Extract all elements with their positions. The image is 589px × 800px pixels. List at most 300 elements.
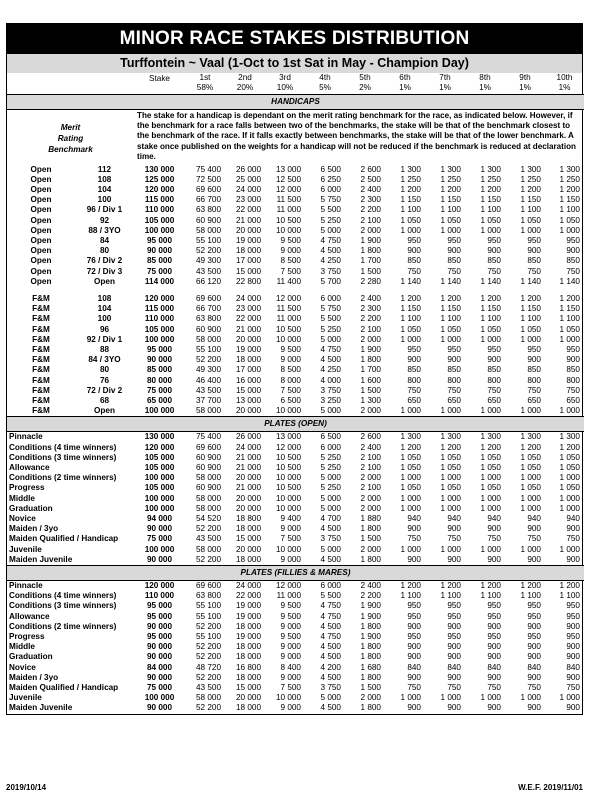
merit-rating: 84 xyxy=(99,235,110,245)
place-amount: 4 500 xyxy=(320,524,341,534)
place-amount: 1 300 xyxy=(520,432,541,442)
place-amount: 1 000 xyxy=(400,693,421,703)
place-amount: 900 xyxy=(487,246,501,256)
place-amount: 20 000 xyxy=(235,473,261,483)
place-amount: 10 500 xyxy=(275,463,301,473)
place-amount: 22 000 xyxy=(235,205,261,215)
merit-label-line: Benchmark xyxy=(48,144,93,154)
merit-rating: Open xyxy=(94,276,115,286)
place-amount: 63 800 xyxy=(195,205,221,215)
place-amount: 10 500 xyxy=(275,324,301,334)
race-category: Open xyxy=(30,174,52,184)
merit-rating: 72 / Div 3 xyxy=(86,266,123,276)
place-amount: 2 600 xyxy=(360,164,381,174)
place-amount: 1 000 xyxy=(440,544,461,554)
place-amount: 900 xyxy=(566,642,580,652)
place-amount: 1 000 xyxy=(440,693,461,703)
plate-row xyxy=(7,524,584,534)
place-amount: 1 000 xyxy=(480,693,501,703)
handicap-row xyxy=(7,236,584,246)
place-amount: 950 xyxy=(566,611,580,621)
place-amount: 4 000 xyxy=(320,375,341,385)
place-amount: 950 xyxy=(487,632,501,642)
place-amount: 2 400 xyxy=(360,184,381,194)
race-type: Conditions (4 time winners) xyxy=(9,442,117,452)
place-amount: 15 000 xyxy=(235,534,261,544)
place-amount: 900 xyxy=(407,246,421,256)
stake-value: 100 000 xyxy=(144,503,175,513)
place-amount: 1 500 xyxy=(360,266,381,276)
place-amount: 1 150 xyxy=(520,304,541,314)
place-amount: 1 050 xyxy=(520,215,541,225)
place-amount: 24 000 xyxy=(235,581,261,591)
place-amount: 1 050 xyxy=(440,463,461,473)
place-amount: 950 xyxy=(487,344,501,354)
place-amount: 43 500 xyxy=(195,683,221,693)
place-amount: 24 000 xyxy=(235,442,261,452)
place-amount: 1 100 xyxy=(440,314,461,324)
place-amount: 49 300 xyxy=(195,256,221,266)
place-amount: 1 000 xyxy=(440,503,461,513)
place-amount: 1 250 xyxy=(520,174,541,184)
place-amount: 1 600 xyxy=(360,375,381,385)
place-amount: 2 000 xyxy=(360,503,381,513)
place-amount: 3 750 xyxy=(320,266,341,276)
place-amount: 58 000 xyxy=(195,493,221,503)
place-amount: 2 200 xyxy=(360,591,381,601)
place-amount: 6 500 xyxy=(320,432,341,442)
place-amount: 4 500 xyxy=(320,246,341,256)
stake-value: 75 000 xyxy=(146,683,173,693)
place-position: 3rd xyxy=(279,73,291,83)
place-amount: 1 300 xyxy=(480,164,501,174)
place-amount: 1 300 xyxy=(400,164,421,174)
place-amount: 21 000 xyxy=(235,483,261,493)
merit-rating: 76 / Div 2 xyxy=(86,256,123,266)
stake-value: 65 000 xyxy=(146,396,173,405)
place-amount: 18 000 xyxy=(235,355,261,365)
place-amount: 900 xyxy=(527,672,541,682)
place-amount: 950 xyxy=(566,601,580,611)
place-amount: 4 200 xyxy=(320,662,341,672)
place-amount: 52 200 xyxy=(195,652,221,662)
place-amount: 9 000 xyxy=(280,246,301,256)
race-type: Maiden Juvenile xyxy=(9,554,73,564)
place-amount: 22 000 xyxy=(235,591,261,601)
place-amount: 900 xyxy=(447,621,461,631)
place-amount: 10 000 xyxy=(275,493,301,503)
place-position: 10th xyxy=(556,73,573,83)
place-amount: 1 150 xyxy=(559,195,580,205)
place-amount: 1 050 xyxy=(440,324,461,334)
place-amount: 1 200 xyxy=(520,581,541,591)
place-amount: 66 700 xyxy=(195,195,221,205)
place-amount: 1 250 xyxy=(400,174,421,184)
place-amount: 1 000 xyxy=(480,406,501,416)
place-amount: 1 000 xyxy=(480,334,501,344)
race-type: Juvenile xyxy=(9,693,42,703)
plate-row xyxy=(7,642,584,652)
place-amount: 12 000 xyxy=(275,293,301,303)
handicap-row xyxy=(7,335,584,345)
plate-row xyxy=(7,453,584,463)
place-amount: 1 100 xyxy=(440,591,461,601)
place-amount: 950 xyxy=(447,632,461,642)
place-amount: 750 xyxy=(566,683,580,693)
place-amount: 750 xyxy=(407,385,421,395)
place-amount: 2 500 xyxy=(360,174,381,184)
place-amount: 840 xyxy=(566,662,580,672)
place-amount: 850 xyxy=(407,256,421,266)
stake-value: 105 000 xyxy=(144,463,175,473)
place-amount: 9 400 xyxy=(280,514,301,524)
place-amount: 900 xyxy=(527,621,541,631)
place-amount: 12 000 xyxy=(275,581,301,591)
place-amount: 1 100 xyxy=(520,591,541,601)
place-amount: 840 xyxy=(407,662,421,672)
merit-rating: 84 / 3YO xyxy=(88,355,121,365)
place-amount: 1 300 xyxy=(480,432,501,442)
place-amount: 1 050 xyxy=(559,463,580,473)
place-amount: 900 xyxy=(566,652,580,662)
stake-value: 95 000 xyxy=(146,344,173,354)
place-amount: 1 140 xyxy=(480,276,501,286)
race-category: F&M xyxy=(32,365,50,375)
place-amount: 9 000 xyxy=(280,621,301,631)
place-amount: 1 000 xyxy=(440,473,461,483)
merit-label-line: Merit xyxy=(60,122,81,132)
merit-rating: 108 xyxy=(97,174,112,184)
place-amount: 9 500 xyxy=(280,601,301,611)
stake-value: 90 000 xyxy=(146,672,173,682)
section-heading: PLATES (OPEN) xyxy=(7,417,584,432)
place-amount: 850 xyxy=(566,256,580,266)
race-type: Maiden / 3yo xyxy=(9,672,59,682)
place-amount: 1 050 xyxy=(440,452,461,462)
place-amount: 5 250 xyxy=(320,483,341,493)
place-amount: 750 xyxy=(407,683,421,693)
place-amount: 1 050 xyxy=(480,324,501,334)
place-amount: 1 700 xyxy=(360,365,381,375)
place-amount: 650 xyxy=(527,396,541,405)
place-position: 4th xyxy=(319,73,331,83)
place-amount: 650 xyxy=(487,396,501,405)
stake-value: 90 000 xyxy=(146,246,173,256)
stake-value: 130 000 xyxy=(144,164,175,174)
place-amount: 1 100 xyxy=(520,205,541,215)
place-amount: 750 xyxy=(487,385,501,395)
handicap-row xyxy=(7,246,584,256)
place-amount: 9 000 xyxy=(280,524,301,534)
place-amount: 46 400 xyxy=(195,375,221,385)
merit-rating: Open xyxy=(94,406,115,416)
place-amount: 850 xyxy=(487,256,501,266)
place-amount: 19 000 xyxy=(235,611,261,621)
handicap-row xyxy=(7,376,584,386)
place-amount: 1 000 xyxy=(480,225,501,235)
place-amount: 12 500 xyxy=(275,174,301,184)
place-amount: 18 000 xyxy=(235,672,261,682)
place-position: 9th xyxy=(519,73,531,83)
place-amount: 3 750 xyxy=(320,534,341,544)
place-amount: 1 150 xyxy=(559,304,580,314)
plate-row xyxy=(7,601,584,611)
place-amount: 1 100 xyxy=(400,591,421,601)
place-amount: 22 800 xyxy=(235,276,261,286)
place-amount: 1 900 xyxy=(360,344,381,354)
merit-rating: 68 xyxy=(99,396,110,405)
place-amount: 4 750 xyxy=(320,601,341,611)
place-amount: 1 200 xyxy=(520,442,541,452)
place-amount: 3 250 xyxy=(320,396,341,405)
place-amount: 750 xyxy=(487,534,501,544)
place-amount: 4 750 xyxy=(320,632,341,642)
race-type: Middle xyxy=(9,642,35,652)
place-amount: 1 300 xyxy=(440,164,461,174)
place-amount: 950 xyxy=(527,601,541,611)
place-amount: 24 000 xyxy=(235,293,261,303)
stake-value: 90 000 xyxy=(146,355,173,365)
place-amount: 1 300 xyxy=(440,432,461,442)
place-amount: 43 500 xyxy=(195,266,221,276)
place-amount: 16 000 xyxy=(235,375,261,385)
place-amount: 1 200 xyxy=(440,581,461,591)
place-amount: 900 xyxy=(527,652,541,662)
stake-value: 105 000 xyxy=(144,452,175,462)
merit-rating: 100 xyxy=(97,314,112,324)
place-amount: 10 500 xyxy=(275,215,301,225)
place-amount: 1 800 xyxy=(360,621,381,631)
place-amount: 52 200 xyxy=(195,703,221,713)
place-amount: 750 xyxy=(527,385,541,395)
place-amount: 19 000 xyxy=(235,632,261,642)
section-heading: HANDICAPS xyxy=(7,94,584,109)
stake-value: 95 000 xyxy=(146,235,173,245)
place-amount: 11 400 xyxy=(276,276,301,286)
place-amount: 900 xyxy=(487,621,501,631)
place-amount: 950 xyxy=(447,344,461,354)
place-amount: 1 000 xyxy=(559,473,580,483)
merit-rating: 92 / Div 1 xyxy=(86,334,123,344)
merit-rating: 104 xyxy=(97,184,112,194)
place-amount: 2 100 xyxy=(360,215,381,225)
handicap-row xyxy=(7,256,584,266)
place-amount: 52 200 xyxy=(195,246,221,256)
merit-rating: 100 xyxy=(97,195,112,205)
place-amount: 750 xyxy=(407,534,421,544)
place-amount: 58 000 xyxy=(195,544,221,554)
place-amount: 2 300 xyxy=(360,195,381,205)
place-amount: 43 500 xyxy=(195,385,221,395)
place-amount: 950 xyxy=(566,344,580,354)
place-amount: 1 140 xyxy=(400,276,421,286)
plate-row xyxy=(7,473,584,483)
race-category: F&M xyxy=(32,344,50,354)
place-amount: 900 xyxy=(566,355,580,365)
place-amount: 1 150 xyxy=(400,195,421,205)
place-amount: 15 000 xyxy=(235,683,261,693)
place-amount: 75 400 xyxy=(195,432,221,442)
merit-rating: 96 xyxy=(99,324,110,334)
place-amount: 940 xyxy=(566,514,580,524)
place-amount: 900 xyxy=(527,642,541,652)
place-amount: 900 xyxy=(447,703,461,713)
stake-value: 90 000 xyxy=(146,621,173,631)
handicap-row xyxy=(7,325,584,335)
place-amount: 950 xyxy=(447,235,461,245)
place-amount: 750 xyxy=(527,683,541,693)
place-amount: 8 400 xyxy=(280,662,301,672)
place-amount: 4 750 xyxy=(320,235,341,245)
place-amount: 1 140 xyxy=(440,276,461,286)
place-amount: 900 xyxy=(487,524,501,534)
place-amount: 18 000 xyxy=(235,652,261,662)
race-type: Progress xyxy=(9,483,45,493)
plate-row xyxy=(7,555,584,566)
section-heading-row xyxy=(7,566,584,581)
place-amount: 900 xyxy=(527,355,541,365)
place-amount: 950 xyxy=(527,235,541,245)
place-amount: 55 100 xyxy=(195,601,221,611)
place-amount: 17 000 xyxy=(235,256,261,266)
handicap-stake-note: The stake for a handicap is dependant on the merit rating benchmark for the race, as indicated below. However, if the benchmark for a race falls between two of the benchmarks, the stake will be that of the benchmark closest to the benchmark of the race. If it falls exactly between benchmarks, the stake will be that of the lower benchmark. A stake once published on the weights for a handicap will not be reduced if the benchmark is reduced at declaration time. xyxy=(137,110,576,162)
place-amount: 1 200 xyxy=(400,293,421,303)
handicap-row xyxy=(7,226,584,236)
place-amount: 2 100 xyxy=(360,483,381,493)
handicap-row xyxy=(7,175,584,185)
place-amount: 21 000 xyxy=(235,463,261,473)
place-amount: 1 200 xyxy=(520,184,541,194)
place-amount: 10 000 xyxy=(275,693,301,703)
place-amount: 21 000 xyxy=(235,215,261,225)
place-amount: 800 xyxy=(566,375,580,385)
place-amount: 63 800 xyxy=(195,314,221,324)
place-amount: 1 800 xyxy=(360,642,381,652)
race-type: Conditions (3 time winners) xyxy=(9,452,117,462)
spacer-row xyxy=(7,287,584,294)
stake-value: 100 000 xyxy=(144,693,175,703)
race-category: Open xyxy=(30,256,52,266)
place-amount: 1 800 xyxy=(360,524,381,534)
place-amount: 1 000 xyxy=(559,493,580,503)
race-category: F&M xyxy=(32,324,50,334)
place-amount: 4 500 xyxy=(320,621,341,631)
place-amount: 900 xyxy=(527,703,541,713)
place-amount: 1 050 xyxy=(559,483,580,493)
stake-value: 100 000 xyxy=(144,544,175,554)
place-amount: 750 xyxy=(447,683,461,693)
place-amount: 22 000 xyxy=(235,314,261,324)
stake-value: 80 000 xyxy=(146,375,173,385)
document-title: MINOR RACE STAKES DISTRIBUTION xyxy=(6,23,583,54)
stake-value: 110 000 xyxy=(144,314,175,324)
place-amount: 750 xyxy=(566,534,580,544)
place-amount: 4 700 xyxy=(320,514,341,524)
stake-value: 75 000 xyxy=(146,534,173,544)
place-amount: 20 000 xyxy=(235,544,261,554)
handicap-row xyxy=(7,396,584,406)
place-amount: 1 250 xyxy=(440,174,461,184)
header-place xyxy=(345,73,385,94)
place-amount: 13 000 xyxy=(275,432,301,442)
place-amount: 1 150 xyxy=(480,195,501,205)
document-subtitle: Turffontein ~ Vaal (1-Oct to 1st Sat in May - Champion Day) xyxy=(6,54,583,73)
place-amount: 900 xyxy=(407,642,421,652)
place-amount: 63 800 xyxy=(195,591,221,601)
handicap-row xyxy=(7,185,584,195)
handicap-row xyxy=(7,205,584,215)
place-amount: 1 150 xyxy=(520,195,541,205)
place-amount: 72 500 xyxy=(195,174,221,184)
place-amount: 54 520 xyxy=(195,514,221,524)
plate-row xyxy=(7,443,584,453)
place-amount: 1 200 xyxy=(480,293,501,303)
place-amount: 850 xyxy=(527,365,541,375)
stake-value: 85 000 xyxy=(146,365,173,375)
handicap-row xyxy=(7,365,584,375)
race-type: Allowance xyxy=(9,611,50,621)
place-amount: 1 000 xyxy=(480,544,501,554)
place-amount: 1 100 xyxy=(400,205,421,215)
section-heading-row xyxy=(7,417,584,432)
place-amount: 4 500 xyxy=(320,642,341,652)
place-amount: 18 000 xyxy=(235,642,261,652)
place-amount: 20 000 xyxy=(235,493,261,503)
place-amount: 52 200 xyxy=(195,355,221,365)
handicap-row xyxy=(7,165,584,175)
place-amount: 1 300 xyxy=(400,432,421,442)
place-amount: 12 000 xyxy=(275,184,301,194)
race-type: Conditions (2 time winners) xyxy=(9,473,117,483)
place-amount: 11 000 xyxy=(276,314,301,324)
race-type: Pinnacle xyxy=(9,432,43,442)
plate-row xyxy=(7,703,584,713)
place-amount: 1 000 xyxy=(400,544,421,554)
plate-row xyxy=(7,663,584,673)
place-amount: 1 900 xyxy=(360,601,381,611)
place-position: 2nd xyxy=(238,73,252,83)
place-amount: 850 xyxy=(566,365,580,375)
race-category: Open xyxy=(30,164,52,174)
issue-date: 2019/10/14 xyxy=(6,783,47,792)
stake-value: 75 000 xyxy=(146,385,173,395)
place-amount: 55 100 xyxy=(195,235,221,245)
place-amount: 1 100 xyxy=(520,314,541,324)
place-amount: 2 400 xyxy=(360,442,381,452)
place-amount: 4 500 xyxy=(320,554,341,564)
stake-value: 115 000 xyxy=(144,304,175,314)
place-amount: 19 000 xyxy=(235,601,261,611)
merit-rating: 88 / 3YO xyxy=(88,225,121,235)
table-header-row xyxy=(7,73,584,94)
place-amount: 950 xyxy=(527,632,541,642)
place-position: 8th xyxy=(479,73,491,83)
place-amount: 1 500 xyxy=(360,534,381,544)
place-amount: 1 050 xyxy=(440,483,461,493)
place-amount: 1 250 xyxy=(559,174,580,184)
place-amount: 9 500 xyxy=(280,611,301,621)
stake-value: 110 000 xyxy=(144,205,175,215)
place-amount: 10 000 xyxy=(275,406,301,416)
place-amount: 55 100 xyxy=(195,344,221,354)
place-amount: 900 xyxy=(447,524,461,534)
place-amount: 1 000 xyxy=(520,503,541,513)
place-amount: 1 000 xyxy=(559,693,580,703)
place-amount: 2 000 xyxy=(360,334,381,344)
place-amount: 950 xyxy=(487,611,501,621)
place-amount: 4 500 xyxy=(320,355,341,365)
place-amount: 1 300 xyxy=(360,396,381,405)
